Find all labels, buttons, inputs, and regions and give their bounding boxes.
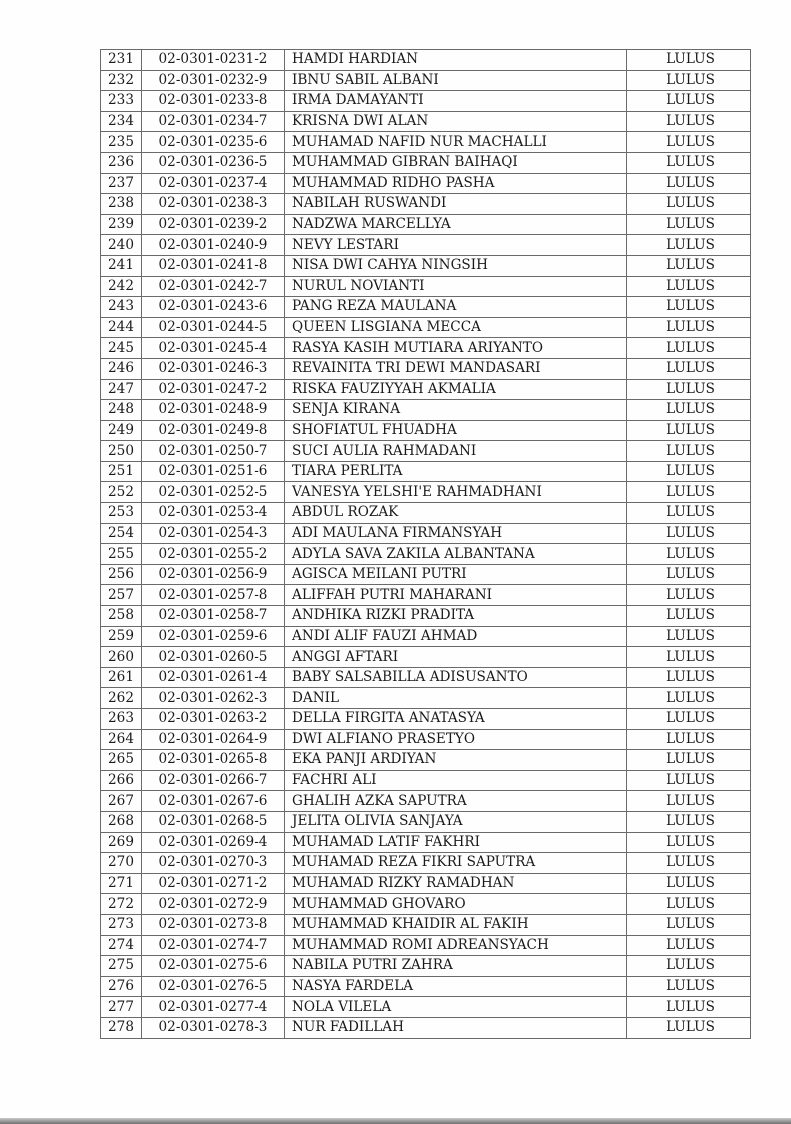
student-name-cell: ALIFFAH PUTRI MAHARANI: [285, 585, 627, 606]
table-row: [101, 832, 751, 853]
status-cell: LULUS: [627, 1017, 751, 1038]
student-name-cell: DELLA FIRGITA ANATASYA: [285, 709, 627, 730]
row-number-cell: 250: [101, 441, 142, 462]
participant-id-cell: 02-0301-0265-8: [142, 750, 285, 771]
status-cell: LULUS: [627, 894, 751, 915]
status-cell: LULUS: [627, 235, 751, 256]
table-row: [101, 461, 751, 482]
row-number-cell: 232: [101, 70, 142, 91]
row-number-cell: 260: [101, 647, 142, 668]
table-row: [101, 214, 751, 235]
student-name-cell: IBNU SABIL ALBANI: [285, 70, 627, 91]
student-name-cell: ANDHIKA RIZKI PRADITA: [285, 606, 627, 627]
participant-id-cell: 02-0301-0254-3: [142, 523, 285, 544]
table-row: [101, 482, 751, 503]
participant-id-cell: 02-0301-0271-2: [142, 873, 285, 894]
table-row: [101, 997, 751, 1018]
participant-id-cell: 02-0301-0264-9: [142, 729, 285, 750]
status-cell: LULUS: [627, 503, 751, 524]
table-row: [101, 688, 751, 709]
table-row: [101, 358, 751, 379]
scan-edge-shadow: [0, 1118, 791, 1124]
participant-id-cell: 02-0301-0256-9: [142, 564, 285, 585]
table-row: [101, 811, 751, 832]
student-name-cell: NASYA FARDELA: [285, 976, 627, 997]
table-row: [101, 709, 751, 730]
table-row: [101, 956, 751, 977]
row-number-cell: 256: [101, 564, 142, 585]
row-number-cell: 266: [101, 770, 142, 791]
row-number-cell: 240: [101, 235, 142, 256]
row-number-cell: 246: [101, 358, 142, 379]
participant-id-cell: 02-0301-0260-5: [142, 647, 285, 668]
status-cell: LULUS: [627, 152, 751, 173]
table-row: [101, 91, 751, 112]
row-number-cell: 276: [101, 976, 142, 997]
status-cell: LULUS: [627, 482, 751, 503]
student-name-cell: GHALIH AZKA SAPUTRA: [285, 791, 627, 812]
status-cell: LULUS: [627, 461, 751, 482]
student-name-cell: SUCI AULIA RAHMADANI: [285, 441, 627, 462]
participant-id-cell: 02-0301-0274-7: [142, 935, 285, 956]
participant-id-cell: 02-0301-0272-9: [142, 894, 285, 915]
participant-id-cell: 02-0301-0239-2: [142, 214, 285, 235]
table-row: [101, 935, 751, 956]
table-row: [101, 873, 751, 894]
participant-id-cell: 02-0301-0276-5: [142, 976, 285, 997]
table-row: [101, 276, 751, 297]
status-cell: LULUS: [627, 976, 751, 997]
status-cell: LULUS: [627, 729, 751, 750]
table-row: [101, 503, 751, 524]
participant-id-cell: 02-0301-0261-4: [142, 667, 285, 688]
student-name-cell: MUHAMMAD KHAIDIR AL FAKIH: [285, 914, 627, 935]
student-name-cell: MUHAMAD NAFID NUR MACHALLI: [285, 132, 627, 153]
table-row: [101, 894, 751, 915]
status-cell: LULUS: [627, 647, 751, 668]
student-name-cell: FACHRI ALI: [285, 770, 627, 791]
table-row: [101, 194, 751, 215]
row-number-cell: 257: [101, 585, 142, 606]
participant-id-cell: 02-0301-0277-4: [142, 997, 285, 1018]
row-number-cell: 273: [101, 914, 142, 935]
results-table-body: [101, 50, 751, 1039]
graduation-results-table: [100, 49, 751, 1039]
status-cell: LULUS: [627, 688, 751, 709]
participant-id-cell: 02-0301-0269-4: [142, 832, 285, 853]
student-name-cell: NURUL NOVIANTI: [285, 276, 627, 297]
table-row: [101, 729, 751, 750]
row-number-cell: 261: [101, 667, 142, 688]
status-cell: LULUS: [627, 50, 751, 71]
status-cell: LULUS: [627, 873, 751, 894]
row-number-cell: 242: [101, 276, 142, 297]
row-number-cell: 247: [101, 379, 142, 400]
participant-id-cell: 02-0301-0244-5: [142, 317, 285, 338]
student-name-cell: NUR FADILLAH: [285, 1017, 627, 1038]
student-name-cell: ABDUL ROZAK: [285, 503, 627, 524]
student-name-cell: DWI ALFIANO PRASETYO: [285, 729, 627, 750]
row-number-cell: 245: [101, 338, 142, 359]
row-number-cell: 251: [101, 461, 142, 482]
participant-id-cell: 02-0301-0270-3: [142, 853, 285, 874]
student-name-cell: MUHAMMAD RIDHO PASHA: [285, 173, 627, 194]
status-cell: LULUS: [627, 523, 751, 544]
participant-id-cell: 02-0301-0262-3: [142, 688, 285, 709]
row-number-cell: 237: [101, 173, 142, 194]
participant-id-cell: 02-0301-0263-2: [142, 709, 285, 730]
table-row: [101, 1017, 751, 1038]
participant-id-cell: 02-0301-0233-8: [142, 91, 285, 112]
student-name-cell: SENJA KIRANA: [285, 400, 627, 421]
table-row: [101, 853, 751, 874]
row-number-cell: 277: [101, 997, 142, 1018]
participant-id-cell: 02-0301-0278-3: [142, 1017, 285, 1038]
status-cell: LULUS: [627, 935, 751, 956]
table-row: [101, 152, 751, 173]
status-cell: LULUS: [627, 544, 751, 565]
status-cell: LULUS: [627, 914, 751, 935]
status-cell: LULUS: [627, 132, 751, 153]
status-cell: LULUS: [627, 91, 751, 112]
participant-id-cell: 02-0301-0248-9: [142, 400, 285, 421]
status-cell: LULUS: [627, 441, 751, 462]
student-name-cell: MUHAMAD REZA FIKRI SAPUTRA: [285, 853, 627, 874]
status-cell: LULUS: [627, 214, 751, 235]
participant-id-cell: 02-0301-0267-6: [142, 791, 285, 812]
student-name-cell: MUHAMMAD ROMI ADREANSYACH: [285, 935, 627, 956]
status-cell: LULUS: [627, 400, 751, 421]
table-row: [101, 420, 751, 441]
student-name-cell: AGISCA MEILANI PUTRI: [285, 564, 627, 585]
table-row: [101, 255, 751, 276]
status-cell: LULUS: [627, 585, 751, 606]
row-number-cell: 243: [101, 297, 142, 318]
table-row: [101, 111, 751, 132]
student-name-cell: ADYLA SAVA ZAKILA ALBANTANA: [285, 544, 627, 565]
table-row: [101, 770, 751, 791]
participant-id-cell: 02-0301-0266-7: [142, 770, 285, 791]
participant-id-cell: 02-0301-0231-2: [142, 50, 285, 71]
student-name-cell: MUHAMMAD GIBRAN BAIHAQI: [285, 152, 627, 173]
table-row: [101, 400, 751, 421]
row-number-cell: 244: [101, 317, 142, 338]
row-number-cell: 275: [101, 956, 142, 977]
row-number-cell: 271: [101, 873, 142, 894]
row-number-cell: 235: [101, 132, 142, 153]
row-number-cell: 234: [101, 111, 142, 132]
row-number-cell: 263: [101, 709, 142, 730]
participant-id-cell: 02-0301-0237-4: [142, 173, 285, 194]
row-number-cell: 231: [101, 50, 142, 71]
status-cell: LULUS: [627, 338, 751, 359]
student-name-cell: RISKA FAUZIYYAH AKMALIA: [285, 379, 627, 400]
table-row: [101, 606, 751, 627]
row-number-cell: 238: [101, 194, 142, 215]
status-cell: LULUS: [627, 358, 751, 379]
student-name-cell: ANGGI AFTARI: [285, 647, 627, 668]
table-row: [101, 564, 751, 585]
row-number-cell: 274: [101, 935, 142, 956]
participant-id-cell: 02-0301-0234-7: [142, 111, 285, 132]
row-number-cell: 248: [101, 400, 142, 421]
student-name-cell: JELITA OLIVIA SANJAYA: [285, 811, 627, 832]
table-row: [101, 132, 751, 153]
participant-id-cell: 02-0301-0232-9: [142, 70, 285, 91]
table-row: [101, 235, 751, 256]
row-number-cell: 270: [101, 853, 142, 874]
student-name-cell: NABILAH RUSWANDI: [285, 194, 627, 215]
table-row: [101, 544, 751, 565]
participant-id-cell: 02-0301-0268-5: [142, 811, 285, 832]
table-row: [101, 585, 751, 606]
table-row: [101, 50, 751, 71]
row-number-cell: 253: [101, 503, 142, 524]
status-cell: LULUS: [627, 770, 751, 791]
status-cell: LULUS: [627, 276, 751, 297]
status-cell: LULUS: [627, 111, 751, 132]
participant-id-cell: 02-0301-0250-7: [142, 441, 285, 462]
student-name-cell: VANESYA YELSHI'E RAHMADHANI: [285, 482, 627, 503]
participant-id-cell: 02-0301-0242-7: [142, 276, 285, 297]
status-cell: LULUS: [627, 173, 751, 194]
status-cell: LULUS: [627, 70, 751, 91]
table-row: [101, 626, 751, 647]
participant-id-cell: 02-0301-0238-3: [142, 194, 285, 215]
status-cell: LULUS: [627, 853, 751, 874]
row-number-cell: 269: [101, 832, 142, 853]
participant-id-cell: 02-0301-0241-8: [142, 255, 285, 276]
student-name-cell: NEVY LESTARI: [285, 235, 627, 256]
participant-id-cell: 02-0301-0273-8: [142, 914, 285, 935]
participant-id-cell: 02-0301-0249-8: [142, 420, 285, 441]
participant-id-cell: 02-0301-0246-3: [142, 358, 285, 379]
row-number-cell: 262: [101, 688, 142, 709]
student-name-cell: MUHAMMAD GHOVARO: [285, 894, 627, 915]
status-cell: LULUS: [627, 709, 751, 730]
student-name-cell: MUHAMAD LATIF FAKHRI: [285, 832, 627, 853]
participant-id-cell: 02-0301-0235-6: [142, 132, 285, 153]
table-row: [101, 523, 751, 544]
table-row: [101, 173, 751, 194]
student-name-cell: MUHAMAD RIZKY RAMADHAN: [285, 873, 627, 894]
table-row: [101, 317, 751, 338]
student-name-cell: TIARA PERLITA: [285, 461, 627, 482]
student-name-cell: BABY SALSABILLA ADISUSANTO: [285, 667, 627, 688]
row-number-cell: 241: [101, 255, 142, 276]
status-cell: LULUS: [627, 420, 751, 441]
row-number-cell: 272: [101, 894, 142, 915]
row-number-cell: 249: [101, 420, 142, 441]
table-row: [101, 667, 751, 688]
student-name-cell: RASYA KASIH MUTIARA ARIYANTO: [285, 338, 627, 359]
row-number-cell: 236: [101, 152, 142, 173]
student-name-cell: NISA DWI CAHYA NINGSIH: [285, 255, 627, 276]
student-name-cell: DANIL: [285, 688, 627, 709]
status-cell: LULUS: [627, 194, 751, 215]
student-name-cell: NADZWA MARCELLYA: [285, 214, 627, 235]
row-number-cell: 278: [101, 1017, 142, 1038]
participant-id-cell: 02-0301-0245-4: [142, 338, 285, 359]
table-row: [101, 379, 751, 400]
status-cell: LULUS: [627, 379, 751, 400]
table-row: [101, 297, 751, 318]
participant-id-cell: 02-0301-0258-7: [142, 606, 285, 627]
status-cell: LULUS: [627, 750, 751, 771]
table-row: [101, 791, 751, 812]
row-number-cell: 255: [101, 544, 142, 565]
row-number-cell: 258: [101, 606, 142, 627]
status-cell: LULUS: [627, 791, 751, 812]
table-row: [101, 914, 751, 935]
status-cell: LULUS: [627, 811, 751, 832]
status-cell: LULUS: [627, 564, 751, 585]
participant-id-cell: 02-0301-0251-6: [142, 461, 285, 482]
table-row: [101, 70, 751, 91]
participant-id-cell: 02-0301-0257-8: [142, 585, 285, 606]
status-cell: LULUS: [627, 255, 751, 276]
student-name-cell: KRISNA DWI ALAN: [285, 111, 627, 132]
student-name-cell: ANDI ALIF FAUZI AHMAD: [285, 626, 627, 647]
row-number-cell: 252: [101, 482, 142, 503]
participant-id-cell: 02-0301-0259-6: [142, 626, 285, 647]
student-name-cell: PANG REZA MAULANA: [285, 297, 627, 318]
table-row: [101, 750, 751, 771]
status-cell: LULUS: [627, 297, 751, 318]
participant-id-cell: 02-0301-0243-6: [142, 297, 285, 318]
row-number-cell: 233: [101, 91, 142, 112]
row-number-cell: 259: [101, 626, 142, 647]
student-name-cell: IRMA DAMAYANTI: [285, 91, 627, 112]
participant-id-cell: 02-0301-0253-4: [142, 503, 285, 524]
status-cell: LULUS: [627, 626, 751, 647]
row-number-cell: 265: [101, 750, 142, 771]
status-cell: LULUS: [627, 832, 751, 853]
table-row: [101, 976, 751, 997]
row-number-cell: 254: [101, 523, 142, 544]
student-name-cell: NOLA VILELA: [285, 997, 627, 1018]
table-row: [101, 647, 751, 668]
row-number-cell: 264: [101, 729, 142, 750]
participant-id-cell: 02-0301-0275-6: [142, 956, 285, 977]
row-number-cell: 267: [101, 791, 142, 812]
student-name-cell: SHOFIATUL FHUADHA: [285, 420, 627, 441]
status-cell: LULUS: [627, 667, 751, 688]
status-cell: LULUS: [627, 997, 751, 1018]
student-name-cell: NABILA PUTRI ZAHRA: [285, 956, 627, 977]
participant-id-cell: 02-0301-0252-5: [142, 482, 285, 503]
status-cell: LULUS: [627, 956, 751, 977]
table-row: [101, 338, 751, 359]
student-name-cell: HAMDI HARDIAN: [285, 50, 627, 71]
status-cell: LULUS: [627, 606, 751, 627]
student-name-cell: ADI MAULANA FIRMANSYAH: [285, 523, 627, 544]
participant-id-cell: 02-0301-0240-9: [142, 235, 285, 256]
participant-id-cell: 02-0301-0236-5: [142, 152, 285, 173]
student-name-cell: QUEEN LISGIANA MECCA: [285, 317, 627, 338]
table-row: [101, 441, 751, 462]
student-name-cell: REVAINITA TRI DEWI MANDASARI: [285, 358, 627, 379]
participant-id-cell: 02-0301-0247-2: [142, 379, 285, 400]
student-name-cell: EKA PANJI ARDIYAN: [285, 750, 627, 771]
participant-id-cell: 02-0301-0255-2: [142, 544, 285, 565]
status-cell: LULUS: [627, 317, 751, 338]
row-number-cell: 268: [101, 811, 142, 832]
row-number-cell: 239: [101, 214, 142, 235]
